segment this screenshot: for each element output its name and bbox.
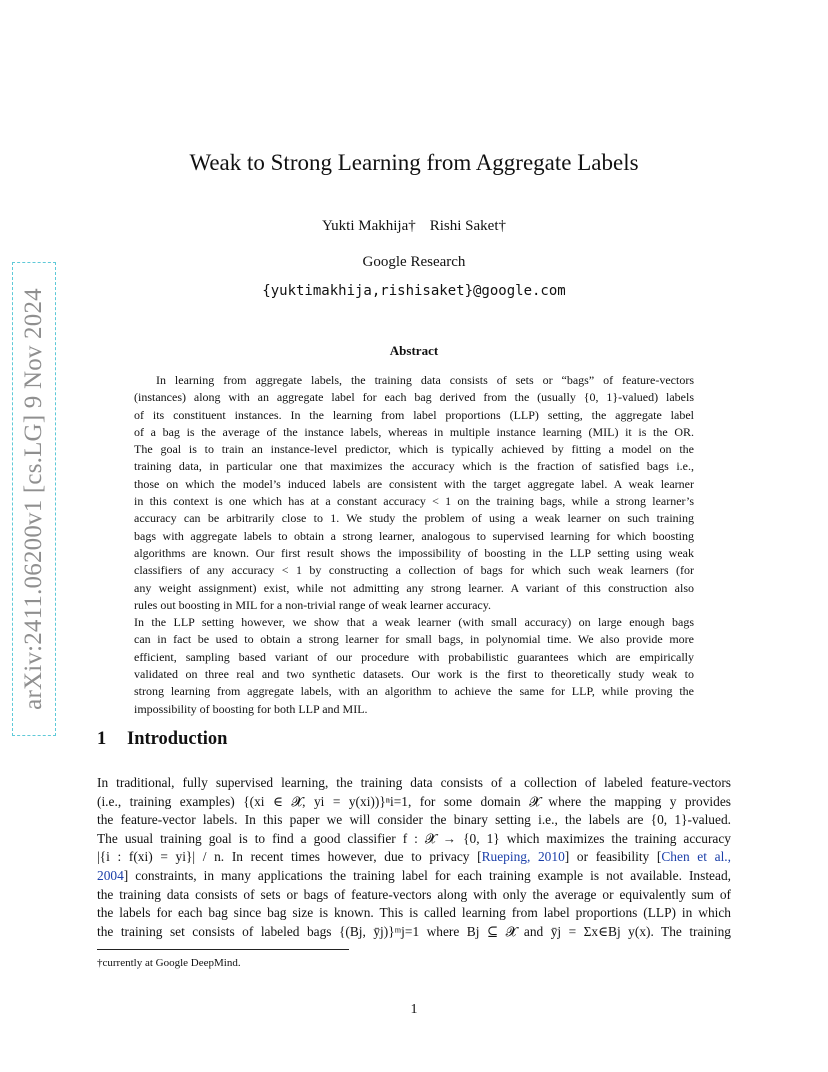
body-line: the labels for each bag since bag size is known. This is called learning from label proportions (LLP) in which [97, 905, 731, 921]
body-line: |{i : f(xi) = yi}| / n. In recent times however, due to privacy [Rueping, 2010] or feasibility [Chen et al., [97, 849, 731, 865]
abstract-line: any weight assignment) exist, while not admitting any strong learner. A variant of this construction also [134, 580, 694, 595]
citation-link[interactable]: 2004 [97, 867, 124, 883]
abstract-line: strong learning from aggregate labels, with an algorithm to achieve the same for LLP, while proving the [134, 684, 694, 699]
abstract-line: bags with aggregate labels to obtain a strong learner, analogous to supervised learning for which boosting [134, 528, 694, 543]
arxiv-stamp [12, 262, 56, 736]
abstract-body [134, 372, 694, 718]
abstract-line: of a bag is the average of the instance labels, whereas in multiple instance learning (MIL) it is the OR. [134, 424, 694, 439]
author-name: Rishi Saket† [429, 218, 506, 234]
abstract-line: validated on three real and two synthetic datasets. Our work is the first to theoretically study weak to [134, 667, 694, 682]
author-name: Yukti Makhija† [321, 218, 416, 234]
abstract-line: of its constituent instances. In the learning from label proportions (LLP) setting, the aggregate label [134, 407, 694, 422]
abstract-heading: Abstract [389, 343, 439, 358]
section-number: 1 [97, 729, 107, 749]
body-line: The usual training goal is to find a good classifier f : 𝓧 → {0, 1} which maximizes the training accuracy [97, 830, 731, 846]
footnote-rule [97, 949, 349, 950]
author-list [0, 218, 828, 235]
abstract-line: can in fact be used to obtain a strong learner for small bags, in polynomial time. We also provide more [134, 632, 694, 647]
abstract-line: In the LLP setting however, we show that a weak learner (with small accuracy) on large enough bags [134, 615, 694, 630]
intro-body [97, 774, 731, 941]
body-line: (i.e., training examples) {(xi ∈ 𝓧, yi = y(xi))}ⁿi=1, for some domain 𝓧 where the mapping y provides [97, 793, 731, 809]
author-email: {yuktimakhija,rishisaket}@google.com [262, 283, 566, 299]
abstract-line: those on which the model’s induced labels are consistent with the target aggregate label. A weak learner [134, 476, 694, 491]
abstract-line: impossibility of boosting for both LLP and MIL. [134, 701, 368, 716]
abstract-line: In learning from aggregate labels, the training data consists of sets or “bags” of feature-vectors [156, 373, 694, 387]
body-line: 2004] constraints, in many applications the training label for each training example is not available. Instead, [97, 867, 731, 883]
abstract-line: (instances) along with an aggregate label for each bag derived from the (usually {0, 1}-valued) labels [134, 390, 694, 405]
body-line: In traditional, fully supervised learning, the training data consists of a collection of labeled feature-vectors [97, 775, 731, 790]
citation-link[interactable]: Chen et al., [661, 849, 731, 865]
affiliation: Google Research [362, 254, 466, 270]
body-line: the feature-vector labels. In this paper we will consider the binary setting i.e., the labels are {0, 1}-valued. [97, 812, 731, 828]
abstract-line: classifiers of any accuracy < 1 by constructing a collection of bags for which such weak learners (for [134, 563, 694, 578]
abstract-line: in this context is one which has at a constant accuracy < 1 on the training bags, while a strong learner’s [134, 494, 694, 509]
arxiv-identifier[interactable]: arXiv:2411.06200v1 [cs.LG] 9 Nov 2024 [20, 288, 47, 710]
citation-link[interactable]: Rueping, 2010 [481, 849, 565, 865]
abstract-line: The goal is to train an instance-level predictor, which is typically achieved by fitting a model on the [134, 442, 694, 457]
abstract-line: training data, in particular one that maximizes the accuracy which is the fraction of satisfied bags i.e., [134, 459, 694, 474]
abstract-line: rules out boosting in MIL for a non-trivial range of weak learner accuracy. [134, 597, 491, 612]
abstract-line: algorithms are known. Our first result shows the impossibility of boosting in the LLP setting using weak [134, 545, 694, 560]
abstract-line: efficient, sampling based variant of our procedure with probabilistic guarantees which are empirically [134, 649, 694, 664]
paper-title: Weak to Strong Learning from Aggregate Labels [189, 150, 639, 175]
body-line: the training data consists of sets or bags of feature-vectors along with only the average or equivalently sum of [97, 886, 731, 902]
section-title: Introduction [127, 729, 228, 749]
footnote: †currently at Google DeepMind. [97, 957, 241, 969]
page-number: 1 [410, 1002, 418, 1017]
section-heading [97, 729, 227, 750]
abstract-line: accuracy can be arbitrarily close to 1. We study the problem of using a weak learner on such training [134, 511, 694, 526]
body-line: the training set consists of labeled bags {(Bj, ȳj)}ᵐj=1 where Bj ⊆ 𝓧 and ȳj = Σx∈Bj y(x). The training [97, 923, 731, 939]
